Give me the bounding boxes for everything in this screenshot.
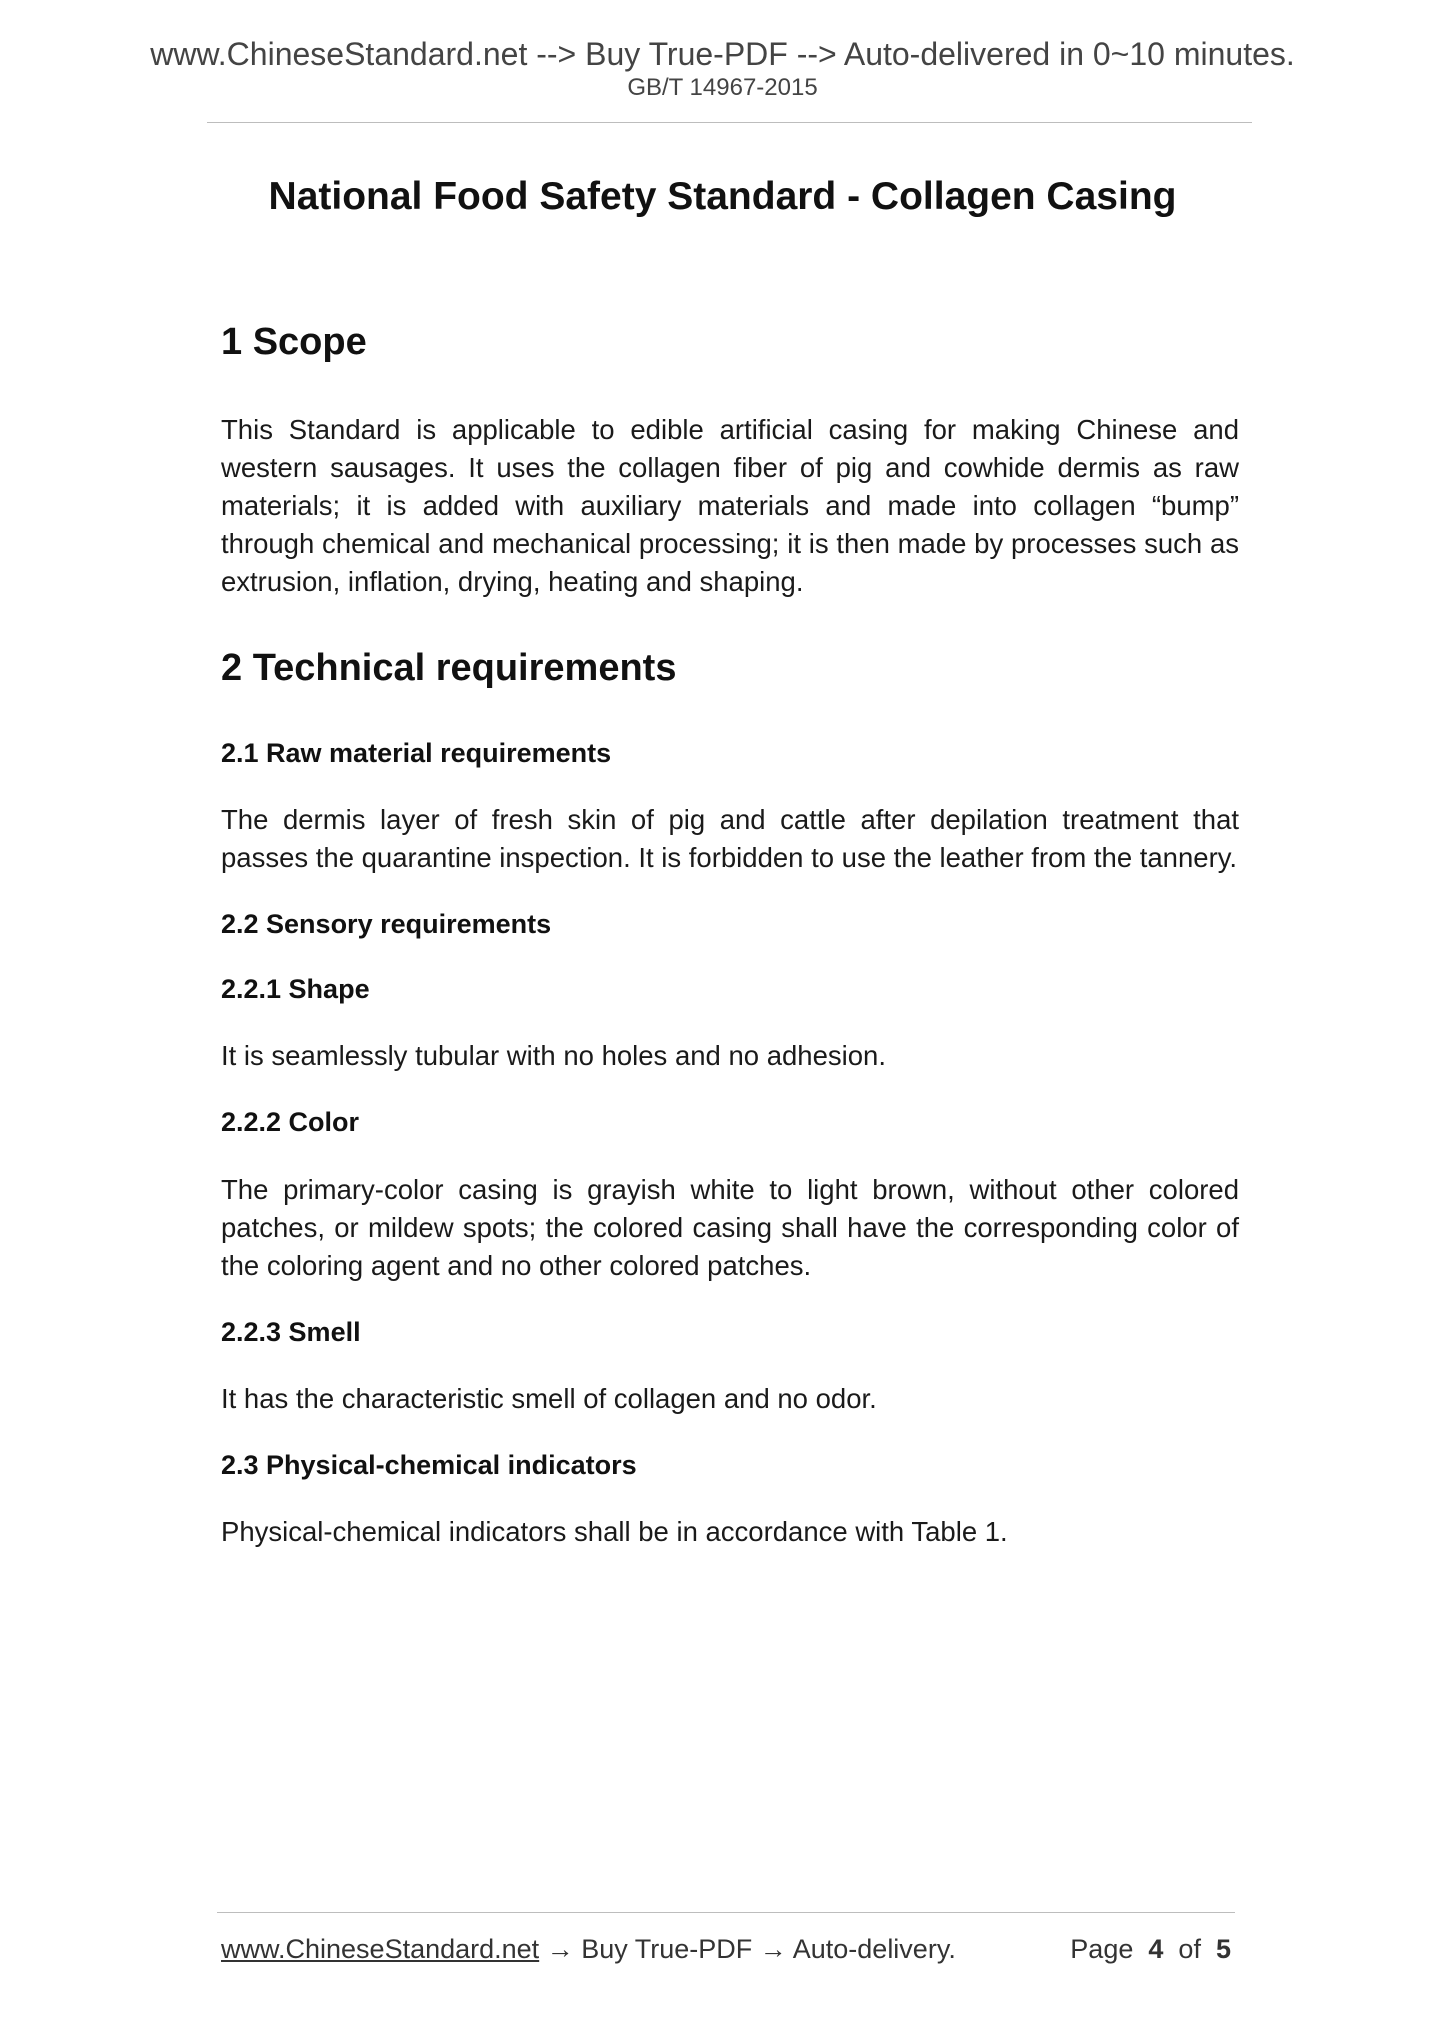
color-paragraph: The primary-color casing is grayish white to light brown, without other colored patches, or mildew spots; the colored casing shall have the corresponding color of the coloring agent and no other colored patches. [221,1173,1239,1281]
standard-code: GB/T 14967-2015 [627,74,818,101]
physchem-paragraph: Physical-chemical indicators shall be in accordance with Table 1. [221,1515,1008,1547]
page-total: 5 [1215,1934,1231,1964]
section-heading-scope: 1 Scope [221,321,367,363]
page-footer [221,1936,1231,1963]
raw-material-paragraph: The dermis layer of fresh skin of pig and cattle after depilation treatment that passes the quarantine inspection. It is forbidden to use the leather from the tannery. [221,804,1239,874]
section-heading-technical: 2 Technical requirements [221,646,677,689]
footer-divider [217,1912,1235,1913]
footer-tagline: → Buy True-PDF → Auto-delivery. [539,1934,956,1964]
shape-paragraph: It is seamlessly tubular with no holes and no adhesion. [221,1040,886,1072]
page-number [1070,1936,1231,1963]
top-banner: www.ChineseStandard.net --> Buy True-PDF --> Auto-delivered in 0~10 minutes. [150,36,1295,72]
footer-website-link[interactable]: www.ChineseStandard.net [221,1934,540,1964]
subsection-heading-sensory: 2.2 Sensory requirements [221,909,552,940]
document-body [221,320,1239,1581]
header-divider [207,122,1252,123]
subsection-heading-raw-material: 2.1 Raw material requirements [221,738,612,769]
subsection-heading-smell: 2.2.3 Smell [221,1316,361,1347]
subsection-heading-physchem: 2.3 Physical-chemical indicators [221,1449,637,1480]
subsection-heading-color: 2.2.2 Color [221,1107,360,1138]
page-of: of [1178,1934,1201,1964]
page-current: 4 [1148,1934,1164,1964]
page-label: Page [1070,1934,1134,1964]
smell-paragraph: It has the characteristic smell of collagen and no odor. [221,1382,877,1414]
document-title: National Food Safety Standard - Collagen Casing [268,175,1177,218]
subsection-heading-shape: 2.2.1 Shape [221,974,370,1005]
scope-paragraph: This Standard is applicable to edible artificial casing for making Chinese and western sausages. It uses the collagen fiber of pig and cowhide dermis as raw materials; it is added with auxiliary materials and made into collagen “bump” through chemical and mechanical processing; it is then made by processes such as extrusion, inflation, drying, heating and shaping. [221,413,1239,597]
